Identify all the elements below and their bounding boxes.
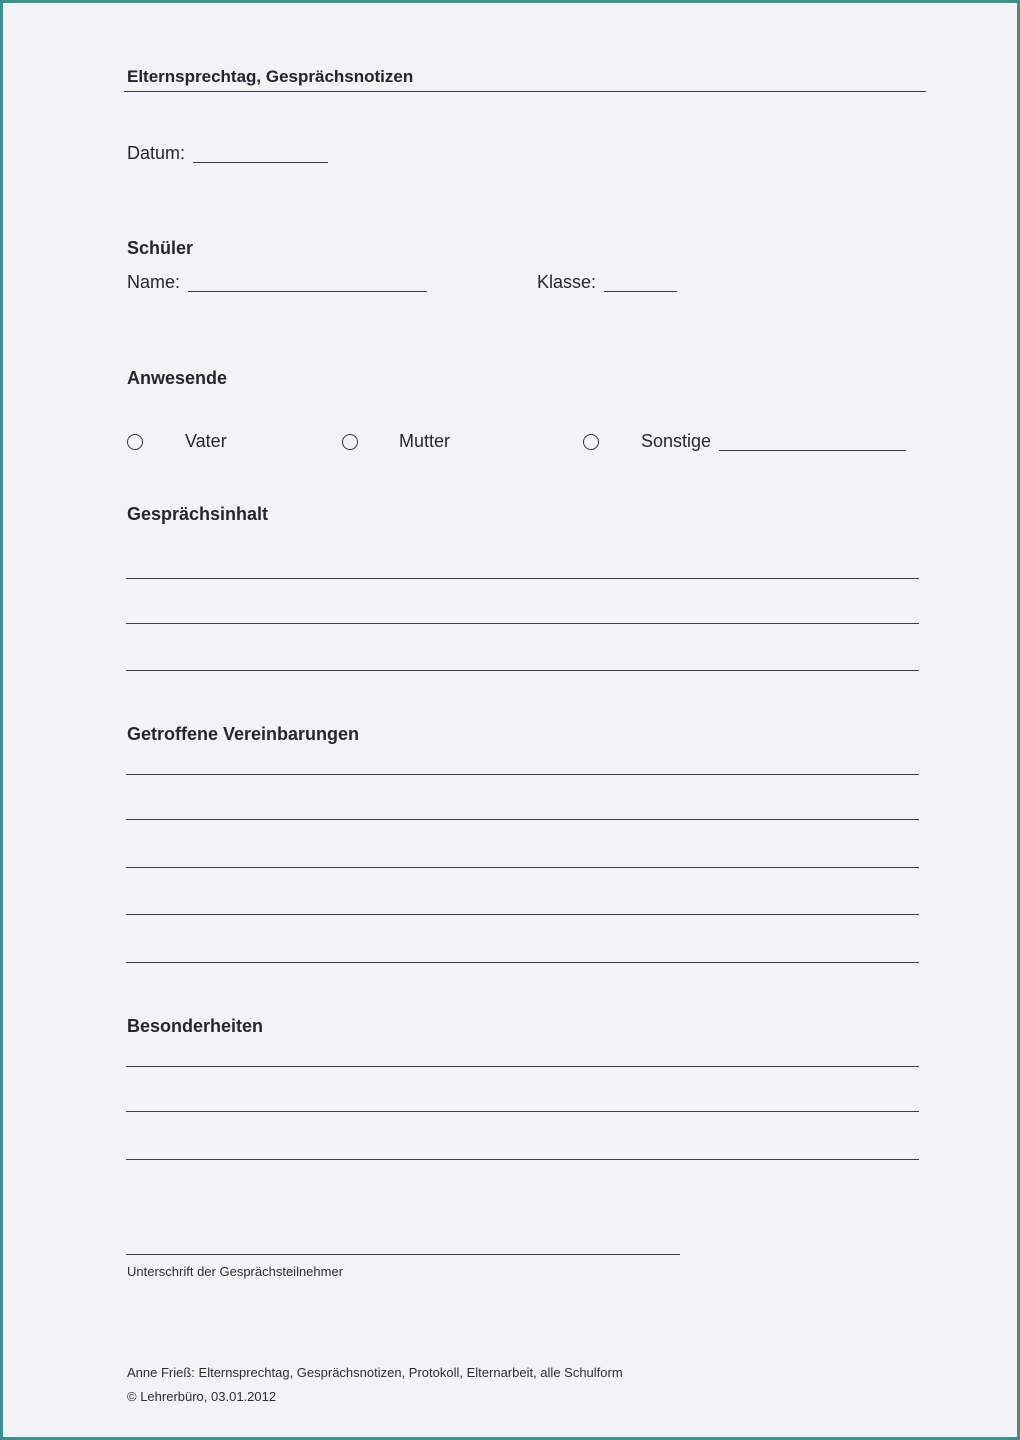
signature-line[interactable] bbox=[126, 1254, 680, 1255]
mutter-radio[interactable] bbox=[342, 434, 358, 450]
vereinbarungen-line[interactable] bbox=[126, 819, 919, 820]
besonderheiten-line[interactable] bbox=[126, 1111, 919, 1112]
vereinbarungen-heading: Getroffene Vereinbarungen bbox=[127, 724, 360, 744]
datum-label: Datum: bbox=[127, 143, 186, 163]
vereinbarungen-line[interactable] bbox=[126, 962, 919, 963]
gespraechsinhalt-line[interactable] bbox=[126, 578, 919, 579]
vereinbarungen-line[interactable] bbox=[126, 914, 919, 915]
sonstige-radio[interactable] bbox=[583, 434, 599, 450]
footer-credit: Anne Frieß: Elternsprechtag, Gesprächsnotizen, Protokoll, Elternarbeit, alle Schulform bbox=[127, 1365, 623, 1380]
vater-radio[interactable] bbox=[127, 434, 143, 450]
klasse-field[interactable] bbox=[604, 291, 677, 292]
vater-label: Vater bbox=[185, 431, 227, 451]
besonderheiten-line[interactable] bbox=[126, 1159, 919, 1160]
signature-label: Unterschrift der Gesprächsteilnehmer bbox=[127, 1264, 344, 1279]
name-label: Name: bbox=[127, 272, 181, 292]
document-title: Elternsprechtag, Gesprächsnotizen bbox=[127, 67, 414, 86]
besonderheiten-heading: Besonderheiten bbox=[127, 1016, 264, 1036]
vereinbarungen-line[interactable] bbox=[126, 774, 919, 775]
footer-copyright: © Lehrerbüro, 03.01.2012 bbox=[127, 1389, 277, 1404]
klasse-label: Klasse: bbox=[537, 272, 597, 292]
gespraechsinhalt-heading: Gesprächsinhalt bbox=[127, 504, 269, 524]
document-page bbox=[3, 3, 1017, 1437]
gespraechsinhalt-line[interactable] bbox=[126, 670, 919, 671]
title-rule bbox=[124, 91, 926, 92]
besonderheiten-line[interactable] bbox=[126, 1066, 919, 1067]
gespraechsinhalt-line[interactable] bbox=[126, 623, 919, 624]
sonstige-field[interactable] bbox=[719, 450, 906, 451]
datum-field[interactable] bbox=[193, 162, 328, 163]
vereinbarungen-line[interactable] bbox=[126, 867, 919, 868]
name-field[interactable] bbox=[188, 291, 427, 292]
mutter-label: Mutter bbox=[399, 431, 451, 451]
anwesende-heading: Anwesende bbox=[127, 368, 228, 388]
schueler-heading: Schüler bbox=[127, 238, 194, 258]
sonstige-label: Sonstige bbox=[641, 431, 712, 451]
